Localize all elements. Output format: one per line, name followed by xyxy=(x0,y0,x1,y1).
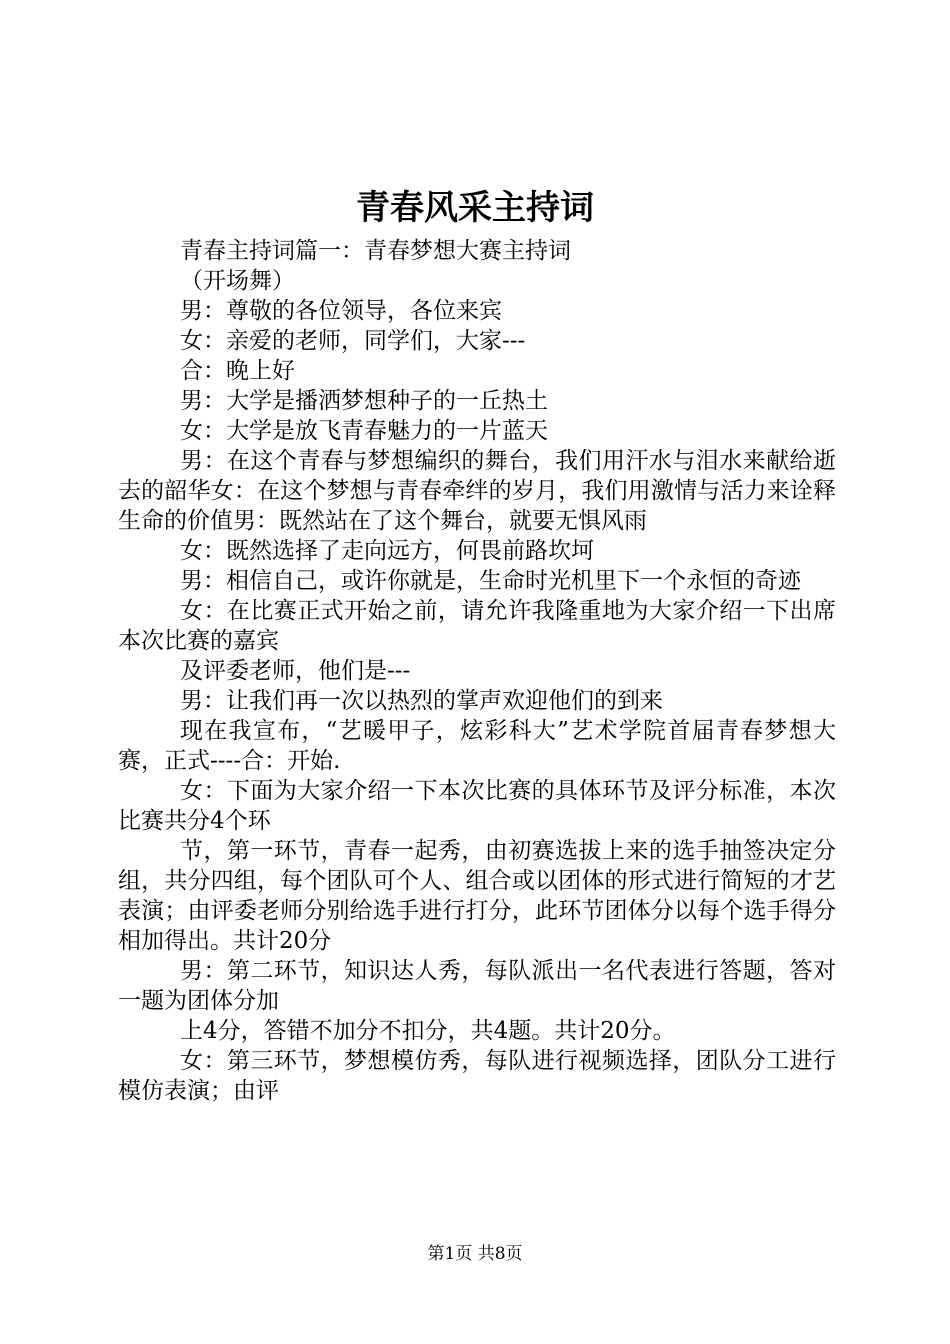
paragraph: 女：第三环节，梦想模仿秀，每队进行视频选择，团队分工进行模仿表演；由评 xyxy=(118,1048,836,1104)
paragraph: 现在我宣布，“艺暖甲子，炫彩科大”艺术学院首届青春梦想大赛，正式----合：开始. xyxy=(118,718,836,774)
paragraph: （开场舞） xyxy=(180,268,295,294)
document-title: 青春风采主持词 xyxy=(356,188,594,228)
paragraph: 合：晚上好 xyxy=(180,358,295,384)
paragraph: 男：让我们再一次以热烈的掌声欢迎他们的到来 xyxy=(180,688,663,714)
paragraph: 女：既然选择了走向远方，何畏前路坎坷 xyxy=(180,538,594,564)
paragraph: 女：下面为大家介绍一下本次比赛的具体环节及评分标准，本次比赛共分4个环 xyxy=(118,778,836,834)
paragraph: 上4分，答错不加分不扣分，共4题。共计20分。 xyxy=(180,1018,676,1044)
paragraph: 男：相信自己，或许你就是，生命时光机里下一个永恒的奇迹 xyxy=(180,568,801,594)
paragraph: 男：大学是播洒梦想种子的一丘热土 xyxy=(180,388,548,414)
paragraph: 节，第一环节，青春一起秀，由初赛选拔上来的选手抽签决定分组，共分四组，每个团队可个人、组合或以团体的形式进行简短的才艺表演；由评委老师分别给选手进行打分，此环节团体分以每个选手得分相加得出。共计20分 xyxy=(118,838,836,954)
paragraph: 女：大学是放飞青春魅力的一片蓝天 xyxy=(180,418,548,444)
paragraph: 男：第二环节，知识达人秀，每队派出一名代表进行答题，答对一题为团体分加 xyxy=(118,958,836,1014)
paragraph: 女：亲爱的老师，同学们，大家--- xyxy=(180,328,526,354)
document-body xyxy=(118,236,836,1106)
paragraph: 青春主持词篇一：青春梦想大赛主持词 xyxy=(180,238,571,264)
paragraph: 及评委老师，他们是--- xyxy=(180,658,411,684)
page-footer: 第1页 共8页 xyxy=(427,1244,523,1264)
paragraph: 男：尊敬的各位领导，各位来宾 xyxy=(180,298,502,324)
paragraph: 女：在比赛正式开始之前，请允许我隆重地为大家介绍一下出席本次比赛的嘉宾 xyxy=(118,598,836,654)
paragraph: 男：在这个青春与梦想编织的舞台，我们用汗水与泪水来献给逝去的韶华女：在这个梦想与青春牵绊的岁月，我们用激情与活力来诠释生命的价值男：既然站在了这个舞台，就要无惧风雨 xyxy=(118,448,836,534)
